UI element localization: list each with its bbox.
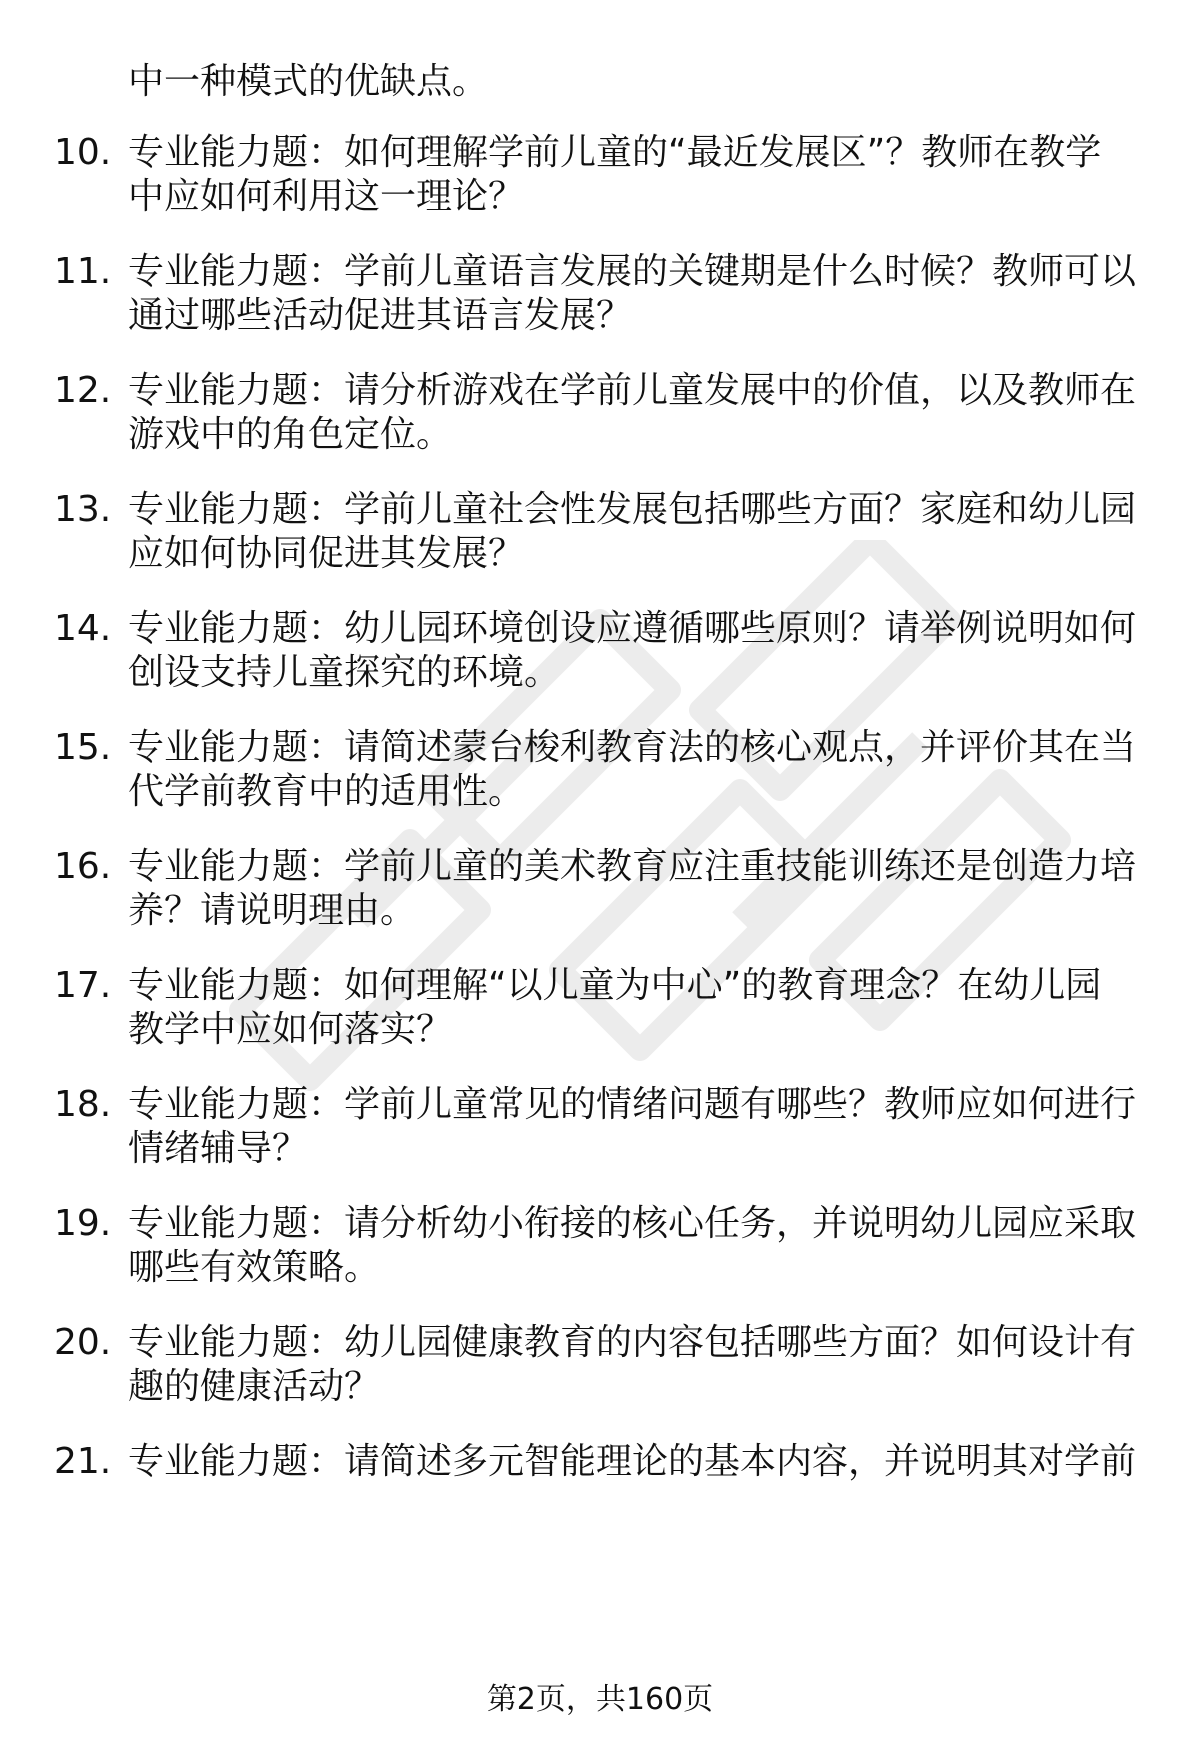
question-line: 教学中应如何落实？ [128, 1009, 453, 1050]
question-number: 13. [54, 489, 112, 530]
question-line: 代学前教育中的适用性。 [128, 771, 525, 812]
question-number: 11. [54, 251, 112, 292]
question-line: 哪些有效策略。 [128, 1247, 381, 1288]
question-line: 中应如何利用这一理论？ [128, 176, 525, 217]
question-line: 应如何协同促进其发展？ [128, 533, 525, 574]
question-number: 10. [54, 132, 112, 173]
continuation-text: 中一种模式的优缺点。 [128, 61, 489, 102]
question-number: 19. [54, 1203, 112, 1244]
question-line: 专业能力题：学前儿童语言发展的关键期是什么时候？教师可以 [128, 251, 1137, 292]
question-line: 专业能力题：如何理解“以儿童为中心”的教育理念？在幼儿园 [128, 965, 1102, 1006]
question-line: 专业能力题：如何理解学前儿童的“最近发展区”？教师在教学 [128, 132, 1102, 173]
question-line: 通过哪些活动促进其语言发展？ [128, 295, 633, 336]
question-line: 养？请说明理由。 [128, 890, 417, 931]
question-line: 专业能力题：请简述多元智能理论的基本内容，并说明其对学前 [128, 1441, 1137, 1482]
question-line: 专业能力题：请分析幼小衔接的核心任务，并说明幼儿园应采取 [128, 1203, 1137, 1244]
question-number: 16. [54, 846, 112, 887]
question-number: 14. [54, 608, 112, 649]
page-footer: 第2页，共160页 [486, 1682, 714, 1717]
question-number: 12. [54, 370, 112, 411]
question-line: 专业能力题：幼儿园健康教育的内容包括哪些方面？如何设计有 [128, 1322, 1137, 1363]
question-line: 游戏中的角色定位。 [128, 414, 453, 455]
question-number: 20. [54, 1322, 112, 1363]
question-line: 专业能力题：幼儿园环境创设应遵循哪些原则？请举例说明如何 [128, 608, 1137, 649]
question-line: 趣的健康活动？ [128, 1366, 381, 1407]
question-line: 情绪辅导？ [128, 1128, 309, 1169]
question-line: 专业能力题：学前儿童社会性发展包括哪些方面？家庭和幼儿园 [128, 489, 1137, 530]
question-number: 18. [54, 1084, 112, 1125]
question-line: 专业能力题：学前儿童常见的情绪问题有哪些？教师应如何进行 [128, 1084, 1137, 1125]
question-line: 专业能力题：请简述蒙台梭利教育法的核心观点，并评价其在当 [128, 727, 1137, 768]
question-line: 专业能力题：学前儿童的美术教育应注重技能训练还是创造力培 [128, 846, 1137, 887]
question-line: 创设支持儿童探究的环境。 [128, 652, 561, 693]
question-number: 17. [54, 965, 112, 1006]
question-number: 15. [54, 727, 112, 768]
question-number: 21. [54, 1441, 112, 1482]
question-line: 专业能力题：请分析游戏在学前儿童发展中的价值，以及教师在 [128, 370, 1137, 411]
